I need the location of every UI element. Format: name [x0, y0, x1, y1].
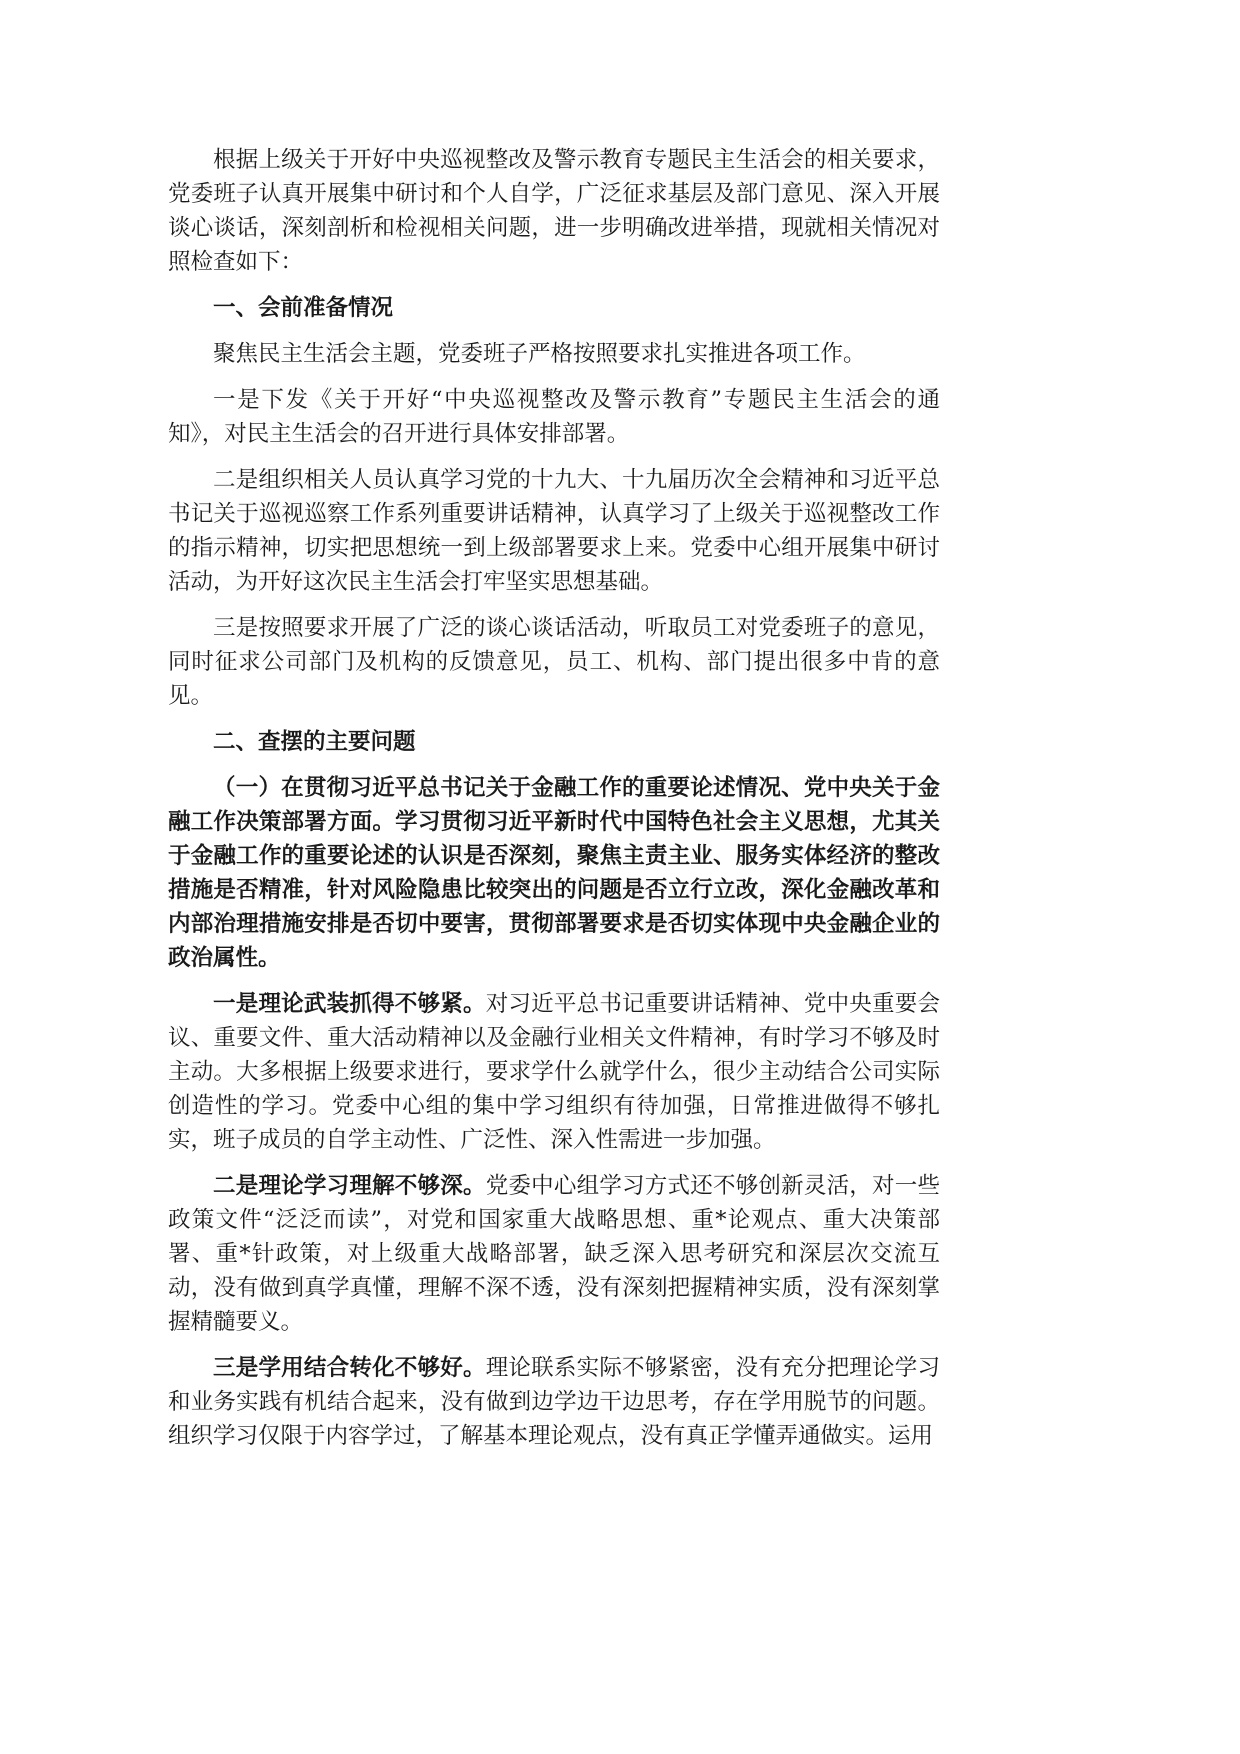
problem-point-lead: 一是理论武装抓得不够紧。	[213, 991, 486, 1017]
document-body	[168, 143, 940, 1453]
problem-point	[168, 1169, 940, 1339]
section-1-paragraph: 三是按照要求开展了广泛的谈心谈话活动，听取员工对党委班子的意见，同时征求公司部门及机构的反馈意见，员工、机构、部门提出很多中肯的意见。	[168, 615, 940, 709]
problem-point	[168, 987, 940, 1157]
section-2-heading: 二、查摆的主要问题	[213, 729, 416, 755]
problem-point-lead: 二是理论学习理解不够深。	[213, 1173, 486, 1199]
section-1-heading: 一、会前准备情况	[213, 295, 394, 321]
section-1-paragraph: 一是下发《关于开好“中央巡视整改及警示教育”专题民主生活会的通知》，对民主生活会的召开进行具体安排部署。	[168, 387, 940, 447]
section-1-paragraph: 聚焦民主生活会主题，党委班子严格按照要求扎实推进各项工作。	[213, 341, 866, 367]
problem-point-body: 理论联系实际不够紧密，没有充分把理论学习和业务实践有机结合起来，没有做到边学边干边思考，存在学用脱节的问题。组织学习仅限于内容学过，了解基本理论观点，没有真正学懂弄通做实。运用	[168, 1355, 940, 1449]
section-1-paragraph: 二是组织相关人员认真学习党的十九大、十九届历次全会精神和习近平总书记关于巡视巡察工作系列重要讲话精神，认真学习了上级关于巡视整改工作的指示精神，切实把思想统一到上级部署要求上来。党委中心组开展集中研讨活动，为开好这次民主生活会打牢坚实思想基础。	[168, 467, 940, 595]
problem-point-body: 党委中心组学习方式还不够创新灵活，对一些政策文件“泛泛而读”，对党和国家重大战略思想、重*论观点、重大决策部署、重*针政策，对上级重大战略部署，缺乏深入思考研究和深层次交流互动，没有做到真学真懂，理解不深不透，没有深刻把握精神实质，没有深刻掌握精髓要义。	[168, 1173, 940, 1335]
intro-paragraph: 根据上级关于开好中央巡视整改及警示教育专题民主生活会的相关要求，党委班子认真开展集中研讨和个人自学，广泛征求基层及部门意见、深入开展谈心谈话，深刻剖析和检视相关问题，进一步明确改进举措，现就相关情况对照检查如下：	[168, 147, 940, 275]
problem-point-lead: 三是学用结合转化不够好。	[213, 1355, 486, 1381]
problem-point	[168, 1351, 940, 1453]
subsection-1-paragraph: （一）在贯彻习近平总书记关于金融工作的重要论述情况、党中央关于金融工作决策部署方面。学习贯彻习近平新时代中国特色社会主义思想，尤其关于金融工作的重要论述的认识是否深刻，聚焦主责主业、服务实体经济的整改措施是否精准，针对风险隐患比较突出的问题是否立行立改，深化金融改革和内部治理措施安排是否切中要害，贯彻部署要求是否切实体现中央金融企业的政治属性。	[168, 775, 940, 971]
problem-point-body: 对习近平总书记重要讲话精神、党中央重要会议、重要文件、重大活动精神以及金融行业相关文件精神，有时学习不够及时主动。大多根据上级要求进行，要求学什么就学什么，很少主动结合公司实际创造性的学习。党委中心组的集中学习组织有待加强，日常推进做得不够扎实，班子成员的自学主动性、广泛性、深入性需进一步加强。	[168, 991, 940, 1153]
